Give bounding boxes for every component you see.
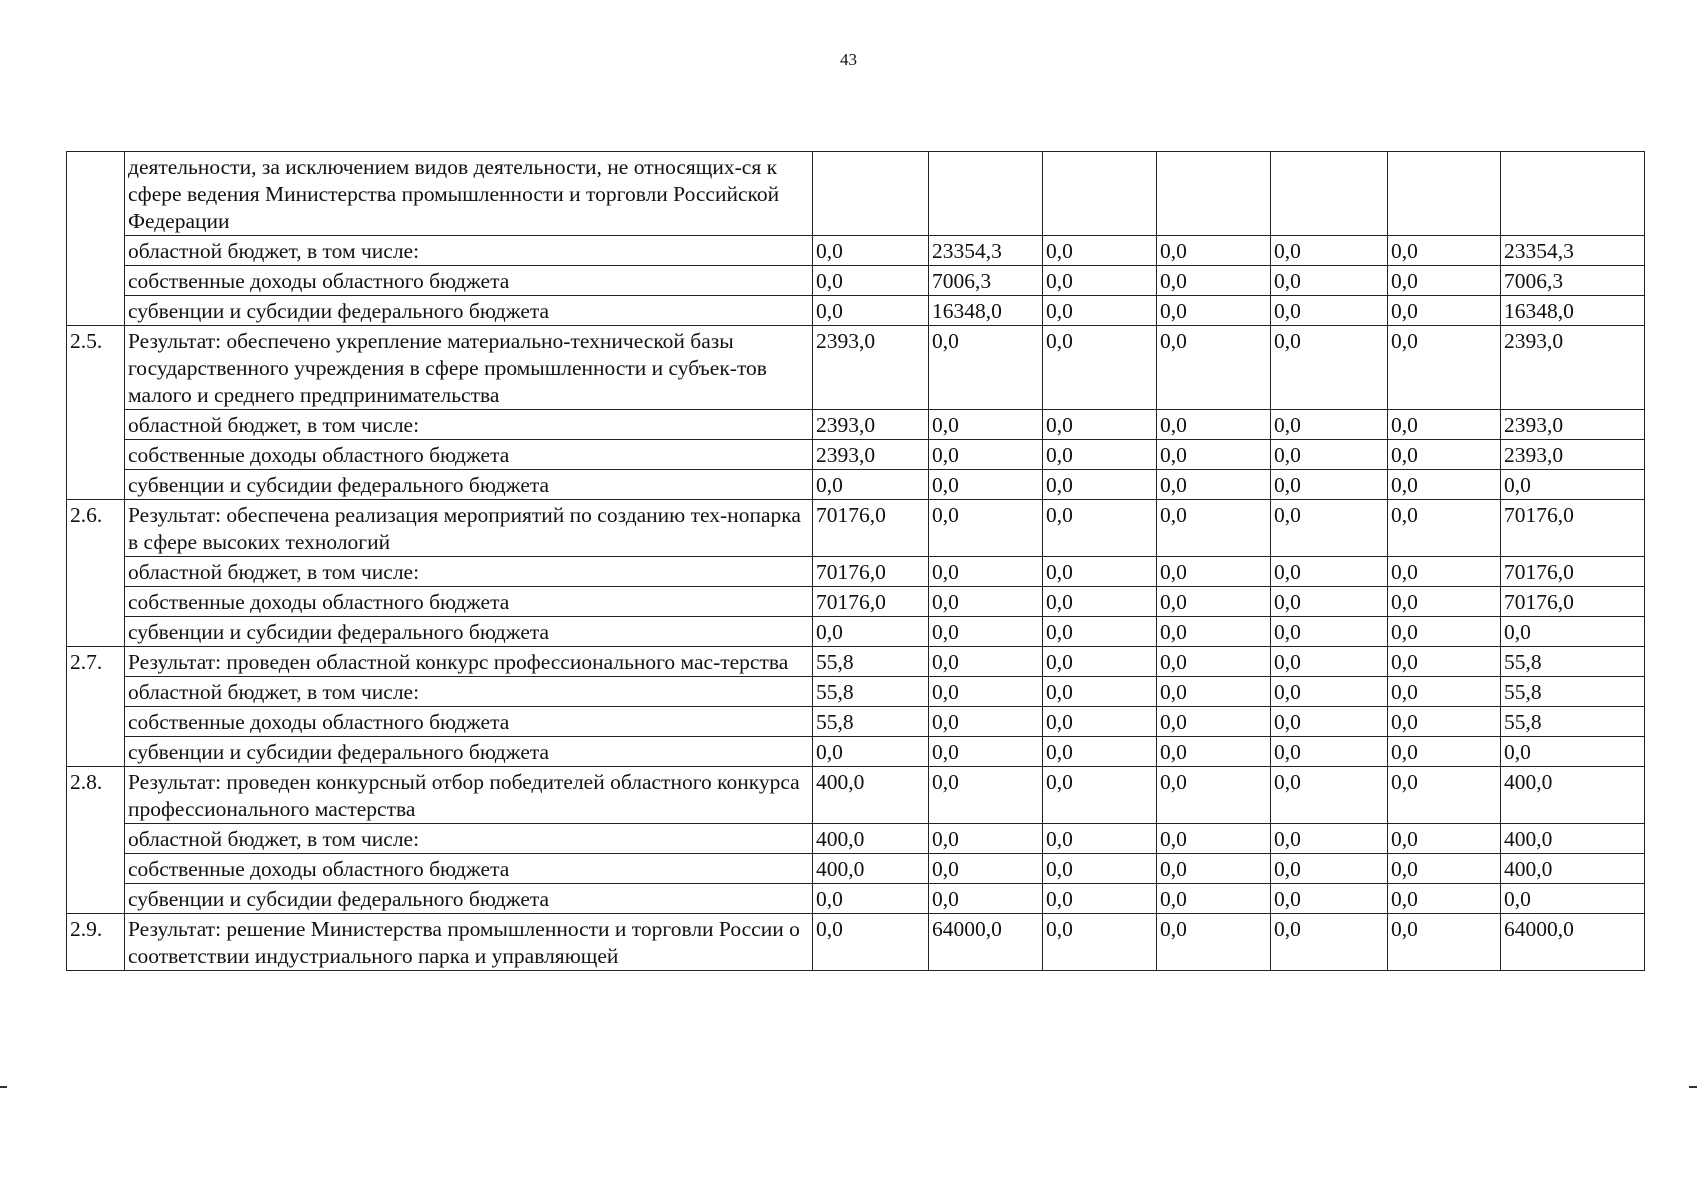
table-row [67, 914, 1645, 971]
table-row [67, 854, 1645, 884]
table-row [67, 737, 1645, 767]
value-cell: 0,0 [813, 884, 929, 914]
value-cell [929, 152, 1043, 236]
value-cell: 0,0 [1157, 410, 1271, 440]
value-cell: 0,0 [1271, 647, 1388, 677]
value-cell: 0,0 [1043, 677, 1157, 707]
description-cell: областной бюджет, в том числе: [125, 410, 813, 440]
value-cell: 0,0 [1157, 737, 1271, 767]
value-cell: 0,0 [1388, 617, 1501, 647]
value-cell: 0,0 [1271, 914, 1388, 971]
value-cell: 7006,3 [929, 266, 1043, 296]
value-cell: 0,0 [929, 500, 1043, 557]
value-cell: 0,0 [1157, 440, 1271, 470]
value-cell: 0,0 [929, 587, 1043, 617]
table-row [67, 152, 1645, 236]
value-cell: 0,0 [1271, 884, 1388, 914]
value-cell: 0,0 [929, 617, 1043, 647]
description-cell: собственные доходы областного бюджета [125, 587, 813, 617]
value-cell: 0,0 [813, 914, 929, 971]
table-row [67, 440, 1645, 470]
value-cell: 0,0 [1043, 914, 1157, 971]
item-number-cell: 2.8. [67, 767, 125, 914]
value-cell: 0,0 [1157, 824, 1271, 854]
description-cell: собственные доходы областного бюджета [125, 854, 813, 884]
value-cell: 0,0 [1271, 236, 1388, 266]
description-cell: Результат: обеспечена реализация мероприятий по созданию тех-нопарка в сфере высоких технологий [125, 500, 813, 557]
value-cell: 0,0 [1157, 884, 1271, 914]
value-cell: 0,0 [1388, 410, 1501, 440]
table-row [67, 884, 1645, 914]
value-cell: 0,0 [1043, 557, 1157, 587]
value-cell: 0,0 [929, 470, 1043, 500]
description-cell: Результат: проведен областной конкурс профессионального мас-терства [125, 647, 813, 677]
value-cell: 0,0 [1271, 440, 1388, 470]
value-cell: 0,0 [1271, 470, 1388, 500]
value-cell: 0,0 [1388, 824, 1501, 854]
table-row [67, 824, 1645, 854]
description-cell: субвенции и субсидии федерального бюджета [125, 737, 813, 767]
description-cell: субвенции и субсидии федерального бюджета [125, 296, 813, 326]
value-cell [1271, 152, 1388, 236]
value-cell: 0,0 [929, 737, 1043, 767]
value-cell: 0,0 [1271, 326, 1388, 410]
table-row [67, 617, 1645, 647]
value-cell: 0,0 [813, 470, 929, 500]
value-cell: 0,0 [1271, 767, 1388, 824]
description-cell: областной бюджет, в том числе: [125, 557, 813, 587]
total-value-cell [1501, 152, 1645, 236]
value-cell: 16348,0 [929, 296, 1043, 326]
value-cell: 0,0 [1271, 296, 1388, 326]
value-cell: 0,0 [1043, 617, 1157, 647]
total-value-cell: 55,8 [1501, 677, 1645, 707]
value-cell: 0,0 [1388, 470, 1501, 500]
value-cell [1043, 152, 1157, 236]
value-cell: 0,0 [1157, 266, 1271, 296]
value-cell: 0,0 [929, 677, 1043, 707]
value-cell: 0,0 [813, 236, 929, 266]
value-cell: 70176,0 [813, 500, 929, 557]
total-value-cell: 400,0 [1501, 767, 1645, 824]
table-row [67, 326, 1645, 410]
value-cell: 0,0 [1043, 767, 1157, 824]
description-cell: Результат: обеспечено укрепление материально-технической базы государственного учреждения в сфере промышленности и субъек-тов малого и среднего предпринимательства [125, 326, 813, 410]
value-cell: 0,0 [1388, 326, 1501, 410]
value-cell: 0,0 [929, 647, 1043, 677]
value-cell: 0,0 [1388, 854, 1501, 884]
total-value-cell: 55,8 [1501, 707, 1645, 737]
budget-table [66, 151, 1645, 971]
value-cell: 0,0 [1043, 500, 1157, 557]
value-cell: 55,8 [813, 707, 929, 737]
table-row [67, 266, 1645, 296]
value-cell: 0,0 [1043, 266, 1157, 296]
value-cell: 0,0 [1157, 677, 1271, 707]
value-cell: 2393,0 [813, 410, 929, 440]
value-cell: 0,0 [1043, 737, 1157, 767]
value-cell: 0,0 [1157, 914, 1271, 971]
value-cell: 0,0 [929, 557, 1043, 587]
value-cell: 0,0 [1388, 236, 1501, 266]
item-number-cell [67, 152, 125, 326]
description-cell: областной бюджет, в том числе: [125, 236, 813, 266]
description-cell: собственные доходы областного бюджета [125, 440, 813, 470]
total-value-cell: 0,0 [1501, 617, 1645, 647]
table-row [67, 500, 1645, 557]
value-cell: 0,0 [1157, 557, 1271, 587]
description-cell: субвенции и субсидии федерального бюджета [125, 617, 813, 647]
table-row [67, 470, 1645, 500]
total-value-cell: 16348,0 [1501, 296, 1645, 326]
description-cell: собственные доходы областного бюджета [125, 707, 813, 737]
value-cell: 0,0 [1157, 647, 1271, 677]
value-cell: 0,0 [1271, 500, 1388, 557]
value-cell: 0,0 [1388, 737, 1501, 767]
value-cell: 0,0 [1271, 677, 1388, 707]
value-cell: 0,0 [1157, 854, 1271, 884]
total-value-cell: 70176,0 [1501, 557, 1645, 587]
value-cell: 0,0 [1043, 884, 1157, 914]
value-cell: 0,0 [1043, 470, 1157, 500]
description-cell: Результат: решение Министерства промышленности и торговли России о соответствии индустриального парка и управляющей [125, 914, 813, 971]
value-cell: 400,0 [813, 767, 929, 824]
value-cell: 0,0 [1157, 326, 1271, 410]
value-cell [1157, 152, 1271, 236]
value-cell: 0,0 [813, 266, 929, 296]
total-value-cell: 7006,3 [1501, 266, 1645, 296]
value-cell: 0,0 [1043, 587, 1157, 617]
total-value-cell: 2393,0 [1501, 326, 1645, 410]
total-value-cell: 2393,0 [1501, 440, 1645, 470]
description-cell: областной бюджет, в том числе: [125, 824, 813, 854]
value-cell: 0,0 [1271, 854, 1388, 884]
table-row [67, 767, 1645, 824]
value-cell: 2393,0 [813, 440, 929, 470]
value-cell: 0,0 [1388, 914, 1501, 971]
value-cell: 0,0 [929, 707, 1043, 737]
value-cell: 0,0 [1157, 707, 1271, 737]
value-cell: 0,0 [1388, 296, 1501, 326]
value-cell: 0,0 [1388, 707, 1501, 737]
description-cell: областной бюджет, в том числе: [125, 677, 813, 707]
value-cell: 0,0 [929, 854, 1043, 884]
value-cell: 0,0 [1157, 767, 1271, 824]
value-cell: 0,0 [1043, 326, 1157, 410]
value-cell: 0,0 [1043, 410, 1157, 440]
item-number-cell: 2.6. [67, 500, 125, 647]
value-cell: 0,0 [929, 410, 1043, 440]
value-cell: 0,0 [929, 884, 1043, 914]
value-cell: 0,0 [1043, 854, 1157, 884]
value-cell: 70176,0 [813, 587, 929, 617]
total-value-cell: 70176,0 [1501, 500, 1645, 557]
total-value-cell: 0,0 [1501, 470, 1645, 500]
value-cell: 55,8 [813, 677, 929, 707]
value-cell: 70176,0 [813, 557, 929, 587]
value-cell: 0,0 [1157, 617, 1271, 647]
value-cell: 0,0 [1388, 557, 1501, 587]
value-cell [1388, 152, 1501, 236]
page-number: 43 [840, 50, 857, 69]
value-cell: 400,0 [813, 854, 929, 884]
value-cell: 0,0 [1388, 647, 1501, 677]
value-cell: 0,0 [1271, 617, 1388, 647]
total-value-cell: 55,8 [1501, 647, 1645, 677]
value-cell: 0,0 [1157, 587, 1271, 617]
value-cell: 55,8 [813, 647, 929, 677]
description-cell: Результат: проведен конкурсный отбор победителей областного конкурса профессионального мастерства [125, 767, 813, 824]
value-cell: 0,0 [929, 440, 1043, 470]
value-cell: 0,0 [813, 296, 929, 326]
table-row [67, 296, 1645, 326]
value-cell: 0,0 [1271, 266, 1388, 296]
value-cell: 0,0 [1157, 296, 1271, 326]
value-cell: 0,0 [1271, 557, 1388, 587]
table-row [67, 707, 1645, 737]
value-cell: 0,0 [1388, 266, 1501, 296]
value-cell: 0,0 [1388, 500, 1501, 557]
table-row [67, 557, 1645, 587]
value-cell: 0,0 [1043, 440, 1157, 470]
value-cell: 0,0 [1043, 647, 1157, 677]
table-row [67, 236, 1645, 266]
value-cell: 0,0 [1388, 440, 1501, 470]
description-cell: деятельности, за исключением видов деятельности, не относящих-ся к сфере ведения Министерства промышленности и торговли Российской Федерации [125, 152, 813, 236]
description-cell: субвенции и субсидии федерального бюджета [125, 470, 813, 500]
total-value-cell: 64000,0 [1501, 914, 1645, 971]
scan-edge-mark-right [1689, 1086, 1697, 1088]
table-row [67, 410, 1645, 440]
value-cell: 2393,0 [813, 326, 929, 410]
table-body [67, 152, 1645, 971]
total-value-cell: 400,0 [1501, 824, 1645, 854]
item-number-cell: 2.7. [67, 647, 125, 767]
value-cell: 0,0 [1271, 824, 1388, 854]
description-cell: субвенции и субсидии федерального бюджета [125, 884, 813, 914]
value-cell: 0,0 [1271, 410, 1388, 440]
value-cell: 64000,0 [929, 914, 1043, 971]
total-value-cell: 70176,0 [1501, 587, 1645, 617]
value-cell: 0,0 [1157, 470, 1271, 500]
value-cell: 0,0 [1271, 587, 1388, 617]
value-cell: 0,0 [1043, 824, 1157, 854]
value-cell: 0,0 [1271, 737, 1388, 767]
total-value-cell: 400,0 [1501, 854, 1645, 884]
item-number-cell: 2.9. [67, 914, 125, 971]
total-value-cell: 0,0 [1501, 737, 1645, 767]
value-cell: 0,0 [1043, 296, 1157, 326]
value-cell: 0,0 [1388, 587, 1501, 617]
value-cell: 0,0 [813, 617, 929, 647]
value-cell: 0,0 [1388, 677, 1501, 707]
value-cell: 23354,3 [929, 236, 1043, 266]
total-value-cell: 0,0 [1501, 884, 1645, 914]
value-cell: 0,0 [1388, 767, 1501, 824]
table-row [67, 587, 1645, 617]
value-cell: 0,0 [929, 824, 1043, 854]
value-cell: 0,0 [1043, 707, 1157, 737]
scan-edge-mark-left [0, 1086, 7, 1088]
item-number-cell: 2.5. [67, 326, 125, 500]
value-cell: 0,0 [1157, 236, 1271, 266]
value-cell: 0,0 [1388, 884, 1501, 914]
value-cell: 0,0 [1271, 707, 1388, 737]
value-cell: 0,0 [1043, 236, 1157, 266]
value-cell: 0,0 [929, 326, 1043, 410]
value-cell: 0,0 [929, 767, 1043, 824]
table-row [67, 647, 1645, 677]
total-value-cell: 23354,3 [1501, 236, 1645, 266]
description-cell: собственные доходы областного бюджета [125, 266, 813, 296]
table-row [67, 677, 1645, 707]
value-cell: 0,0 [1157, 500, 1271, 557]
total-value-cell: 2393,0 [1501, 410, 1645, 440]
value-cell [813, 152, 929, 236]
value-cell: 400,0 [813, 824, 929, 854]
value-cell: 0,0 [813, 737, 929, 767]
